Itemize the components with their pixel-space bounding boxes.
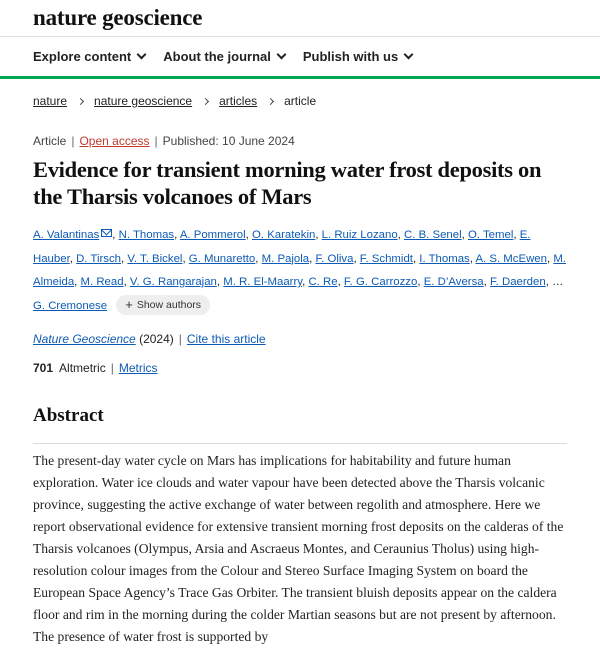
masthead (0, 0, 600, 36)
author-link[interactable]: E. D’Aversa (423, 276, 484, 288)
nav-explore-content[interactable] (33, 49, 145, 64)
chevron-right-icon (267, 97, 274, 104)
citation-line (0, 332, 600, 346)
author-link[interactable]: A. S. McEwen (475, 252, 547, 265)
nav-item-label: About the journal (163, 49, 271, 64)
cite-article-link[interactable]: Cite this article (186, 332, 266, 346)
abstract-text: The present-day water cycle on Mars has implications for habitability and future human exploration. Water ice clouds and water vapour have been detected above the Tharsis volcanic province, suggesting the active exchange of water between regolith and atmosphere. Here we report observational evidence for extensive transient morning frost deposits on the calderas of the Tharsis volcanoes (Olympus, Arsia and Ascraeus Montes, and Ceraunius Tholus) using high-resolution colour images from the Colour and Stereo Surface Imaging System on board the European Space Agency’s Trace Gas Orbiter. The transient bluish deposits appear on the caldera floor and rim in the morning during the colder Martian seasons but are not present by afternoon. The presence of water frost is supported by (33, 452, 564, 644)
separator: | (154, 134, 158, 148)
show-authors-button[interactable] (116, 295, 210, 315)
chevron-down-icon (276, 50, 286, 60)
show-authors-label: Show authors (136, 298, 202, 311)
author-link[interactable]: F. Oliva (315, 252, 354, 265)
email-icon[interactable] (101, 229, 112, 237)
author-link[interactable]: G. Munaretto (188, 252, 256, 265)
author-link[interactable]: V. G. Rangarajan (129, 276, 217, 288)
nav-about-journal[interactable] (163, 49, 285, 64)
publication-year: (2024) (139, 332, 174, 346)
author-link[interactable]: M. Read (80, 276, 124, 288)
plus-icon: + (125, 296, 133, 312)
nav-accent-bar (0, 76, 600, 79)
top-navigation (0, 36, 600, 76)
nav-publish-with-us[interactable] (303, 49, 412, 64)
separator: | (178, 332, 182, 346)
journal-link[interactable]: Nature Geoscience (33, 332, 136, 346)
author-list: A. Valantinas , N. Thomas, A. Pommerol, O. Karatekin, L. Ruiz Lozano, C. B. Senel, O. Temel, E. Hauber, D. Tirsch, V. T. Bickel, G. Munaretto, M. Pajola, F. Oliva, F. Schmidt, I. Thomas, A. S. McEwen, M. Almeida, M. Read, V. G. Rangarajan, M. R. El-Maarry, C. Re, F. G. Carrozzo, E. D’Aversa, F. Daerden, … G. Cremonese + Show authors (0, 224, 600, 318)
author-link[interactable]: M. R. El-Maarry (223, 276, 303, 288)
metrics-link[interactable]: Metrics (118, 361, 158, 375)
author-link[interactable]: A. Valantinas (33, 229, 100, 241)
author-link[interactable]: N. Thomas (118, 229, 175, 241)
author-link[interactable]: D. Tirsch (76, 252, 122, 265)
article-type: Article (33, 134, 67, 148)
chevron-down-icon (404, 50, 414, 60)
author-link[interactable]: L. Ruiz Lozano (321, 229, 398, 241)
breadcrumb-nature[interactable]: nature (33, 94, 68, 108)
author-link[interactable]: M. Almeida (33, 252, 566, 288)
author-link[interactable]: M. Pajola (261, 252, 310, 265)
breadcrumb-nature-geoscience[interactable]: nature geoscience (94, 94, 193, 108)
author-ellipsis: … (552, 276, 564, 288)
separator: | (110, 361, 114, 375)
article-meta (0, 134, 600, 148)
author-link[interactable]: F. Daerden (489, 276, 546, 288)
nav-item-label: Explore content (33, 49, 132, 64)
chevron-down-icon (137, 50, 147, 60)
abstract-heading: Abstract (33, 405, 104, 426)
author-link[interactable]: C. B. Senel (404, 229, 462, 241)
altmetric-label: Altmetric (59, 361, 106, 375)
author-link[interactable]: E. Hauber (33, 229, 531, 265)
author-link[interactable]: A. Pommerol (179, 229, 246, 241)
open-access-link[interactable]: Open access (79, 134, 150, 148)
author-link[interactable]: F. Schmidt (359, 252, 413, 265)
author-link[interactable]: O. Temel (467, 229, 514, 241)
author-link[interactable]: G. Cremonese (33, 299, 108, 312)
nav-item-label: Publish with us (302, 49, 399, 64)
author-link[interactable]: V. T. Bickel (127, 252, 183, 265)
breadcrumb (0, 94, 600, 108)
chevron-right-icon (77, 97, 84, 104)
author-link[interactable]: I. Thomas (419, 252, 470, 265)
site-logo[interactable]: nature geoscience (33, 5, 203, 30)
divider (33, 443, 567, 444)
metrics-line (0, 361, 600, 375)
author-link[interactable]: O. Karatekin (252, 229, 316, 241)
author-link[interactable]: C. Re (308, 276, 338, 288)
published-date: Published: 10 June 2024 (162, 134, 295, 148)
separator: | (71, 134, 75, 148)
breadcrumb-articles[interactable]: articles (219, 94, 258, 108)
breadcrumb-current: article (284, 94, 317, 108)
article-title: Evidence for transient morning water frost deposits on the Tharsis volcanoes of Mars (33, 157, 542, 209)
chevron-right-icon (202, 97, 209, 104)
altmetric-score: 701 (33, 361, 54, 375)
author-link[interactable]: F. G. Carrozzo (343, 276, 418, 288)
